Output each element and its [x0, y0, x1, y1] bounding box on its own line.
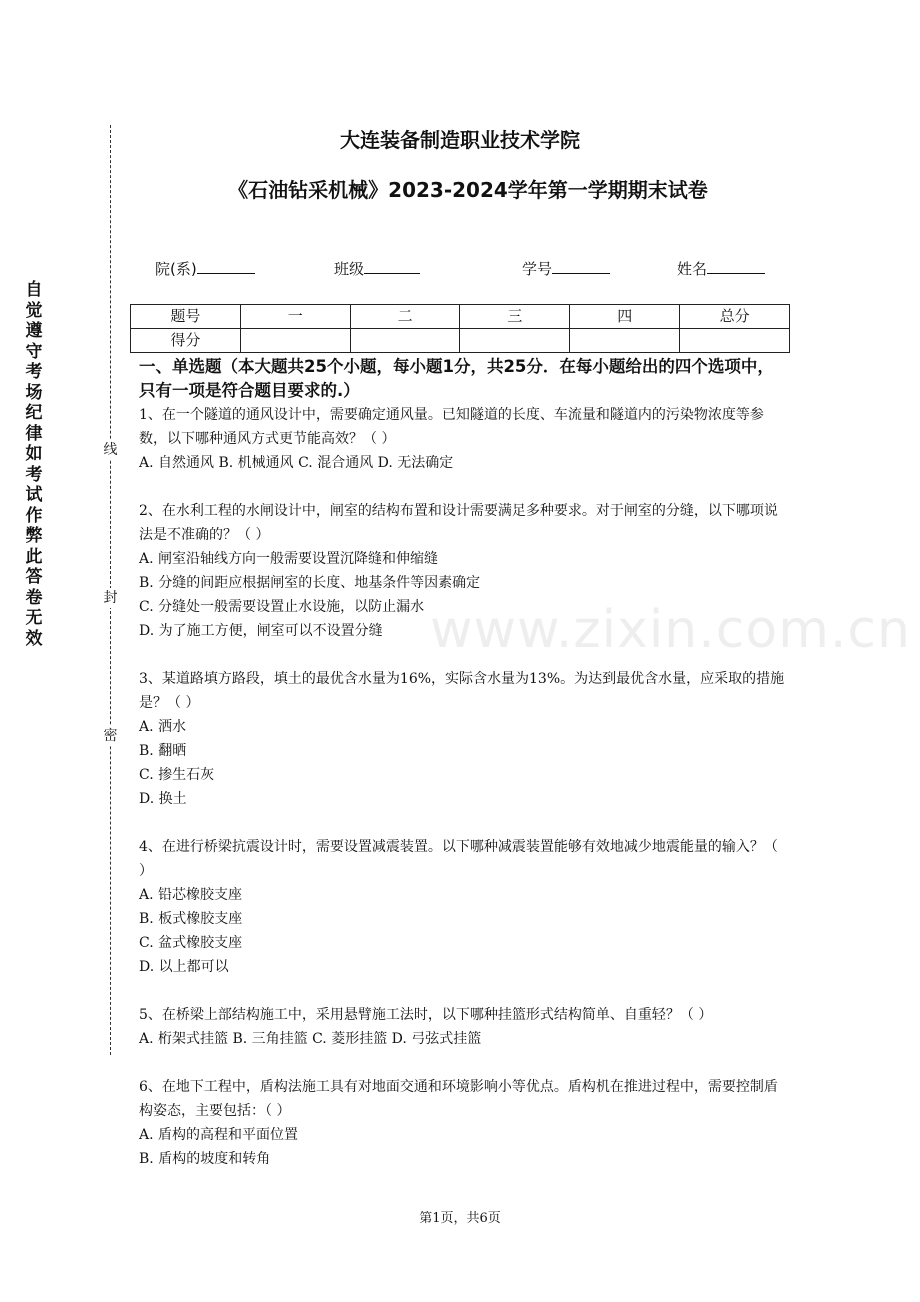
question-stem: 3、某道路填方路段，填土的最优含水量为16%，实际含水量为13%。为达到最优含水量，应采取的措施是？（ ） [139, 671, 785, 711]
question-item [139, 403, 789, 475]
table-cell: 四 [570, 305, 680, 329]
binding-mark-seal: 封 [103, 590, 118, 606]
question-stem: 5、在桥梁上部结构施工中，采用悬臂施工法时，以下哪种挂篮形式结构简单、自重轻？（ ） [139, 1007, 713, 1023]
table-cell: 题号 [131, 305, 241, 329]
student-info-row [0, 258, 920, 280]
class-blank[interactable] [364, 258, 420, 274]
score-table [130, 304, 790, 353]
school-name: 大连装备制造职业技术学院 [340, 128, 580, 152]
student-id-label: 学号 [522, 260, 553, 278]
score-cell[interactable] [680, 329, 790, 353]
question-option: B. 板式橡胶支座 [139, 911, 243, 927]
question-option: D. 为了施工方便，闸室可以不设置分缝 [139, 623, 383, 639]
class-label: 班级 [334, 260, 365, 278]
binding-mark-line: 线 [103, 442, 118, 458]
question-stem: 6、在地下工程中，盾构法施工具有对地面交通和环境影响小等优点。盾构机在推进过程中，需要控制盾构姿态，主要包括：（ ） [139, 1079, 778, 1119]
question-stem: 4、在进行桥梁抗震设计时，需要设置减震装置。以下哪种减震装置能够有效地减少地震能量的输入？（ ） [139, 839, 778, 879]
student-id-field[interactable] [522, 258, 610, 279]
question-option: A. 洒水 [139, 719, 187, 735]
question-option: D. 换土 [139, 791, 187, 807]
table-cell: 得分 [131, 329, 241, 353]
student-id-blank[interactable] [552, 258, 610, 274]
name-field[interactable] [677, 258, 765, 279]
question-option: A. 闸室沿轴线方向一般需要设置沉降缝和伸缩缝 [139, 551, 439, 567]
question-item [139, 499, 789, 643]
exam-title: 《石油钻采机械》2023-2024学年第一学期期末试卷 [228, 178, 708, 202]
score-table-score-row [131, 329, 790, 353]
question-item [139, 667, 789, 811]
question-option: D. 以上都可以 [139, 959, 229, 975]
question-list [139, 403, 789, 1195]
table-cell: 一 [240, 305, 350, 329]
score-cell[interactable] [350, 329, 460, 353]
section-heading: 一、单选题（本大题共25个小题，每小题1分，共25分．在每小题给出的四个选项中，只有一项是符合题目要求的.） [139, 357, 774, 400]
question-stem: 2、在水利工程的水闸设计中，闸室的结构布置和设计需要满足多种要求。对于闸室的分缝，以下哪项说法是不准确的？（ ） [139, 503, 778, 543]
department-field[interactable] [155, 258, 255, 279]
question-option: A. 铅芯橡胶支座 [139, 887, 243, 903]
question-option: B. 分缝的间距应根据闸室的长度、地基条件等因素确定 [139, 575, 481, 591]
department-blank[interactable] [197, 258, 255, 274]
score-cell[interactable] [570, 329, 680, 353]
question-option: A. 自然通风 B. 机械通风 C. 混合通风 D. 无法确定 [139, 455, 454, 471]
table-cell: 总分 [680, 305, 790, 329]
question-item [139, 835, 789, 979]
table-cell: 二 [350, 305, 460, 329]
table-cell: 三 [460, 305, 570, 329]
binding-mark-secret: 密 [103, 728, 118, 744]
question-option: A. 桁架式挂篮 B. 三角挂篮 C. 菱形挂篮 D. 弓弦式挂篮 [139, 1031, 482, 1047]
score-table-header-row [131, 305, 790, 329]
score-cell[interactable] [460, 329, 570, 353]
question-option: B. 盾构的坡度和转角 [139, 1151, 271, 1167]
name-label: 姓名 [677, 260, 708, 278]
question-stem: 1、在一个隧道的通风设计中，需要确定通风量。已知隧道的长度、车流量和隧道内的污染物浓度等参数，以下哪种通风方式更节能高效？（ ） [139, 407, 764, 447]
exam-discipline-warning: 自觉遵守考场纪律如考试作弊此答卷无效 [25, 280, 43, 649]
name-blank[interactable] [707, 258, 765, 274]
question-option: A. 盾构的高程和平面位置 [139, 1127, 299, 1143]
watermark: www.zixin.com.cn [430, 600, 911, 660]
score-cell[interactable] [240, 329, 350, 353]
question-option: B. 翻晒 [139, 743, 187, 759]
question-option: C. 盆式橡胶支座 [139, 935, 243, 951]
page-number: 第1页，共6页 [419, 1211, 501, 1226]
question-option: C. 掺生石灰 [139, 767, 215, 783]
class-field[interactable] [334, 258, 420, 279]
question-item [139, 1003, 789, 1051]
question-item [139, 1075, 789, 1171]
department-label: 院(系) [155, 260, 197, 278]
question-option: C. 分缝处一般需要设置止水设施，以防止漏水 [139, 599, 425, 615]
